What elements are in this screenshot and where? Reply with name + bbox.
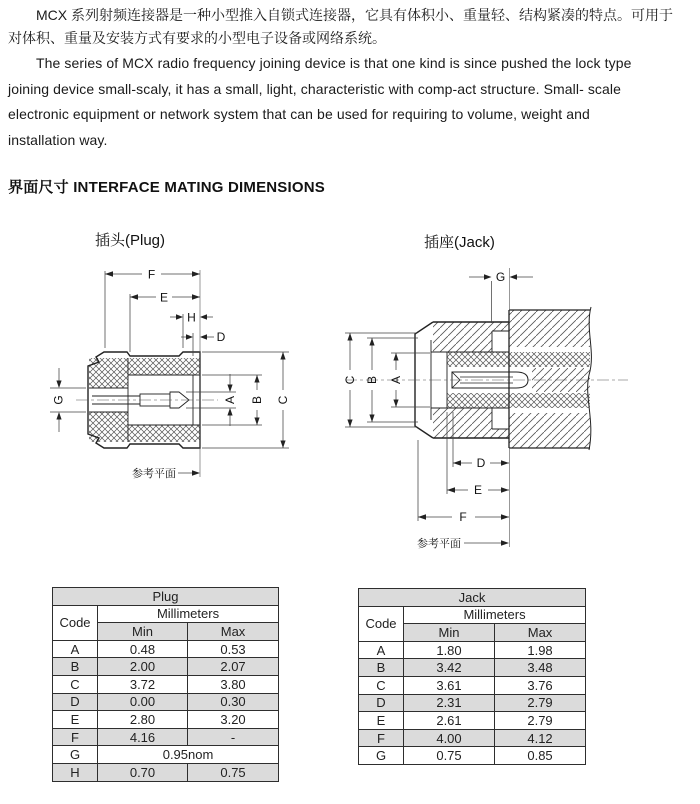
jack-row-g — [359, 747, 586, 765]
intro-zh-line: 对体积、重量及安装方式有要求的小型电子设备或网络系统。 — [8, 30, 386, 46]
max-cell: 2.07 — [188, 658, 279, 676]
max-cell: 0.53 — [188, 640, 279, 658]
min-cell: 2.00 — [98, 658, 188, 676]
max-cell: 3.80 — [188, 675, 279, 693]
code-cell: D — [359, 694, 404, 712]
plug-dim-c-label: C — [276, 395, 290, 405]
plug-dim-b-label: B — [250, 395, 264, 405]
code-cell: B — [53, 658, 98, 676]
plug-dim-e-label: E — [159, 290, 169, 305]
max-cell: 4.12 — [495, 729, 586, 747]
max-cell: 3.20 — [188, 711, 279, 729]
plug-min-header: Min — [98, 623, 188, 641]
plug-dim-g-label: G — [51, 395, 66, 405]
code-cell: H — [53, 763, 98, 781]
intro-paragraph-en — [8, 51, 694, 153]
max-cell: 2.79 — [495, 694, 586, 712]
min-cell: 2.61 — [404, 712, 495, 730]
code-cell: A — [359, 641, 404, 659]
min-cell: 1.80 — [404, 641, 495, 659]
code-cell: F — [53, 728, 98, 746]
max-cell: 0.85 — [495, 747, 586, 765]
jack-row-a — [359, 641, 586, 659]
jack-max-header: Max — [495, 624, 586, 642]
section-heading-zh: 界面尺寸 — [8, 179, 69, 196]
plug-row-c — [53, 675, 279, 693]
interface-dimensions-drawing — [0, 250, 700, 570]
min-cell: 3.61 — [404, 676, 495, 694]
jack-dim-c-label: C — [343, 375, 357, 385]
jack-dimension-table — [358, 588, 586, 765]
plug-unit-header: Millimeters — [98, 605, 279, 623]
jack-reference-plane-label: 参考平面 — [417, 538, 461, 550]
plug-max-header: Max — [188, 623, 279, 641]
jack-table-unit-row — [359, 606, 586, 624]
jack-row-d — [359, 694, 586, 712]
jack-dim-e-label: E — [473, 483, 483, 497]
min-cell: 3.42 — [404, 659, 495, 677]
intro-en-line: installation way. — [8, 131, 108, 148]
jack-min-header: Min — [404, 624, 495, 642]
jack-row-b — [359, 659, 586, 677]
plug-row-g — [53, 746, 279, 764]
plug-dim-d-label: D — [216, 330, 226, 344]
plug-reference-plane-label: 参考平面 — [132, 468, 176, 480]
code-cell: G — [359, 747, 404, 765]
code-cell: G — [53, 746, 98, 764]
jack-dim-f-label: F — [459, 510, 467, 524]
plug-code-header: Code — [53, 605, 98, 640]
code-cell: C — [53, 675, 98, 693]
max-cell: 0.30 — [188, 693, 279, 711]
plug-dim-f-label: F — [147, 267, 156, 282]
max-cell: 3.76 — [495, 676, 586, 694]
plug-cross-section — [50, 268, 290, 481]
jack-dim-b-label: B — [365, 375, 379, 385]
plug-row-h — [53, 763, 279, 781]
plug-row-b — [53, 658, 279, 676]
min-cell: 0.70 — [98, 763, 188, 781]
section-heading — [8, 176, 325, 197]
plug-diagram-title: 插头(Plug) — [95, 232, 166, 249]
max-cell: 3.48 — [495, 659, 586, 677]
jack-unit-header: Millimeters — [404, 606, 586, 624]
section-heading-en: INTERFACE MATING DIMENSIONS — [73, 179, 325, 196]
max-cell: 1.98 — [495, 641, 586, 659]
plug-row-f — [53, 728, 279, 746]
code-cell: B — [359, 659, 404, 677]
code-cell: C — [359, 676, 404, 694]
jack-dim-a-label: A — [389, 375, 403, 385]
intro-en-line: joining device small-scaly, it has a small, light, characteristic with comp-act structure. Small- scale — [8, 80, 622, 97]
intro-en-line: electronic equipment or network system that can be used for requiring to volume, weight and — [8, 106, 590, 122]
max-cell: - — [188, 728, 279, 746]
min-cell: 0.00 — [98, 693, 188, 711]
plug-table-title-row — [53, 588, 279, 606]
plug-dim-a-label: A — [223, 395, 237, 405]
intro-en-line: The series of MCX radio frequency joining device is that one kind is since pushed the lock type — [36, 55, 632, 71]
code-cell: F — [359, 729, 404, 747]
jack-table-title-row — [359, 589, 586, 607]
code-cell: D — [53, 693, 98, 711]
min-cell: 0.75 — [404, 747, 495, 765]
code-cell: E — [359, 712, 404, 730]
max-cell: 2.79 — [495, 712, 586, 730]
min-cell: 4.00 — [404, 729, 495, 747]
value-cell: 0.95nom — [98, 746, 279, 764]
min-cell: 2.31 — [404, 694, 495, 712]
jack-row-e — [359, 712, 586, 730]
plug-dimension-table — [52, 587, 279, 782]
min-cell: 0.48 — [98, 640, 188, 658]
plug-row-d — [53, 693, 279, 711]
jack-cross-section — [343, 268, 628, 550]
max-cell: 0.75 — [188, 763, 279, 781]
jack-diagram-title: 插座(Jack) — [424, 234, 495, 251]
jack-row-c — [359, 676, 586, 694]
plug-row-e — [53, 711, 279, 729]
jack-dim-g-label: G — [495, 270, 506, 284]
code-cell: E — [53, 711, 98, 729]
jack-table-title: Jack — [359, 589, 586, 607]
min-cell: 2.80 — [98, 711, 188, 729]
code-cell: A — [53, 640, 98, 658]
min-cell: 4.16 — [98, 728, 188, 746]
min-cell: 3.72 — [98, 675, 188, 693]
plug-table-title: Plug — [53, 588, 279, 606]
jack-row-f — [359, 729, 586, 747]
jack-dim-d-label: D — [476, 456, 486, 470]
intro-paragraph-zh — [8, 4, 694, 50]
plug-dim-h-label: H — [187, 310, 196, 325]
plug-row-a — [53, 640, 279, 658]
jack-code-header: Code — [359, 606, 404, 641]
plug-table-unit-row — [53, 605, 279, 623]
intro-zh-line: MCX 系列射频连接器是一种小型推入自锁式连接器，它具有体积小、重量轻、结构紧凑的特点。可用于 — [36, 7, 673, 23]
